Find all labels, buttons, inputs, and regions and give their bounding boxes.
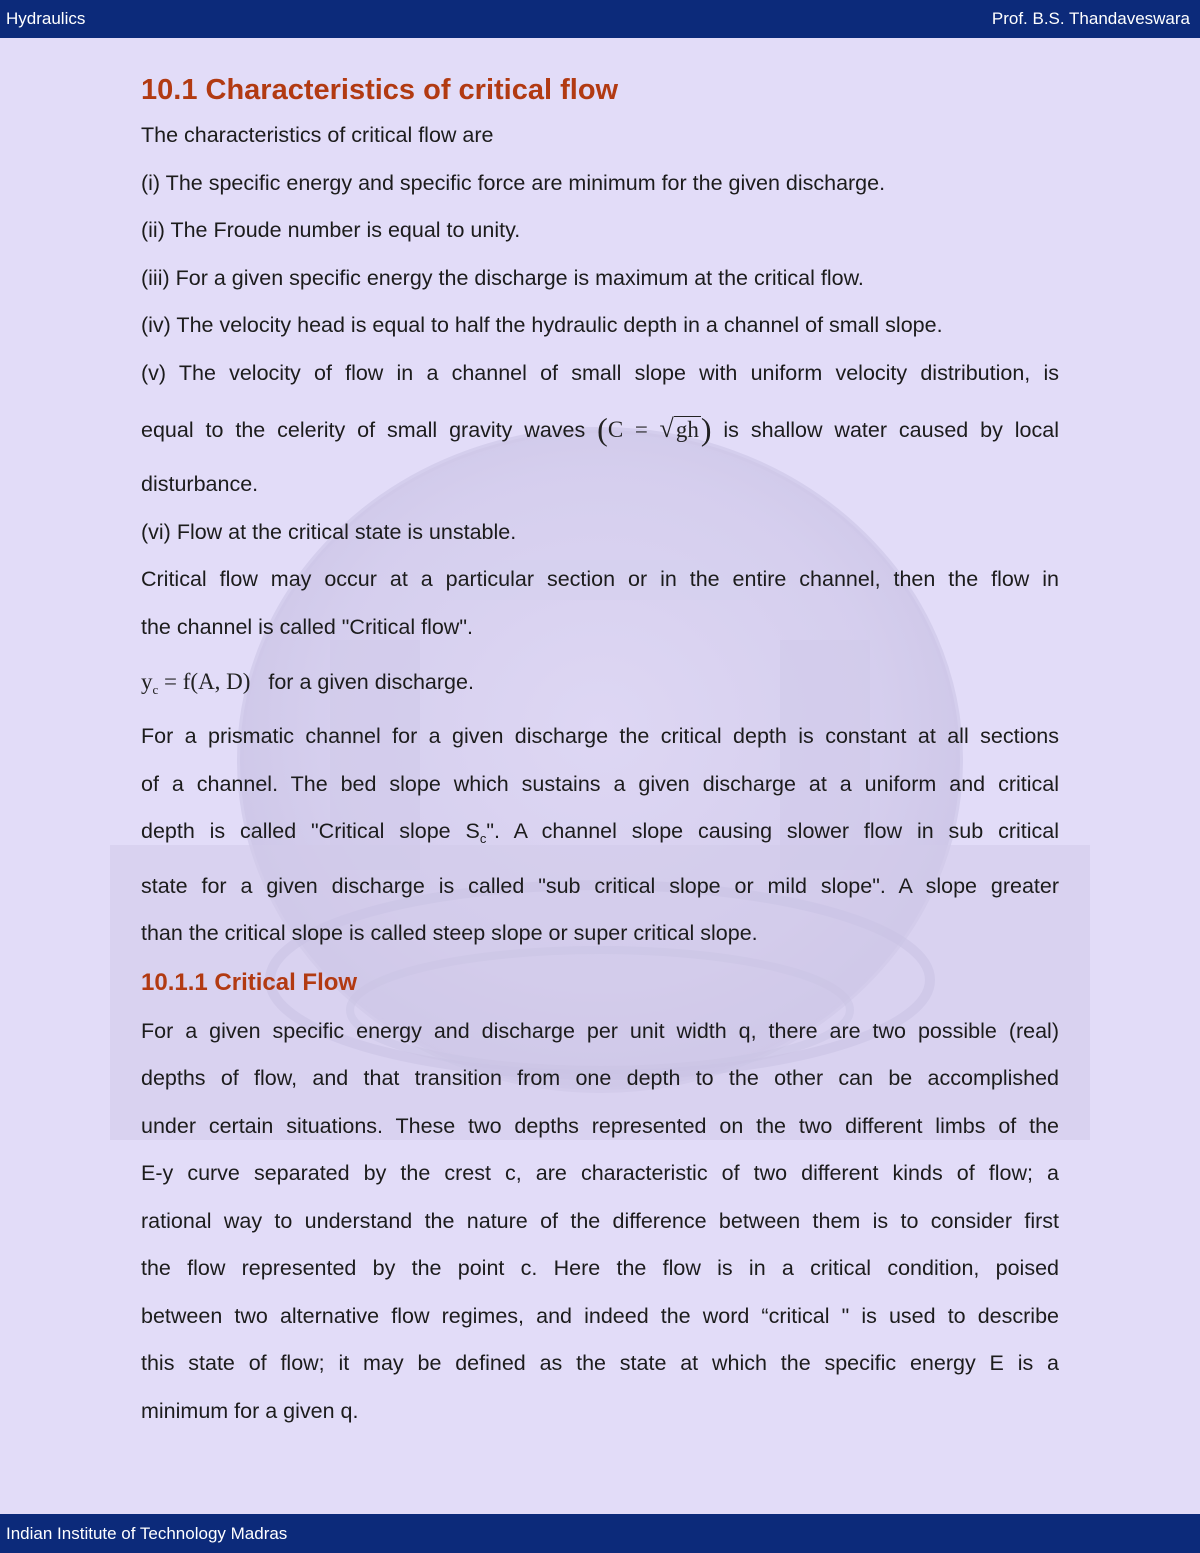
list-item-v-line1: (v) The velocity of flow in a channel of small slope with uniform velocity distribution, is <box>141 360 1059 385</box>
list-item-v-text-a: equal to the celerity of small gravity waves <box>141 418 586 442</box>
formula-y: y <box>141 669 153 694</box>
celerity-formula: (C = √gh) <box>597 417 711 442</box>
subsection-line: For a given specific energy and discharge per unit width q, there are two possible (real) <box>141 1018 1059 1043</box>
para2-line2: of a channel. The bed slope which sustains a given discharge at a uniform and critical <box>141 771 1059 796</box>
para2-line1: For a prismatic channel for a given discharge the critical depth is constant at all sections <box>141 724 1059 748</box>
para2-line3 <box>141 808 1059 863</box>
para1-line2: the channel is called "Critical flow". <box>141 614 473 639</box>
para2-line5: than the critical slope is called steep slope or super critical slope. <box>141 921 758 945</box>
header-course-title: Hydraulics <box>6 9 86 28</box>
header-bar <box>0 0 1200 38</box>
list-item-i: (i) The specific energy and specific force are minimum for the given discharge. <box>141 170 886 195</box>
subsection-heading: 10.1.1 Critical Flow <box>141 968 358 996</box>
list-item-ii: (ii) The Froude number is equal to unity. <box>141 218 521 242</box>
subsection-line: E-y curve separated by the crest c, are characteristic of two different kinds of flow; a <box>141 1161 1059 1185</box>
subsection-line: minimum for a given q. <box>141 1398 359 1423</box>
subsection-line: rational way to understand the nature of the difference between them is to consider first <box>141 1208 1059 1233</box>
subsection-line: between two alternative flow regimes, and indeed the word “critical " is used to describe <box>141 1303 1059 1328</box>
formula-y-sub: c <box>152 682 159 697</box>
list-item-v-line3: disturbance. <box>141 472 259 496</box>
sqrt-symbol: √gh <box>659 414 699 443</box>
intro-text: The characteristics of critical flow are <box>141 123 494 147</box>
formula-rhs: = f(A, D) <box>164 669 251 694</box>
formula-gh: gh <box>675 417 699 442</box>
section-heading: 10.1 Characteristics of critical flow <box>141 74 619 106</box>
para2-line3-sub: c <box>479 831 487 846</box>
para1-line1: Critical flow may occur at a particular section or in the entire channel, then the flow in <box>141 567 1059 591</box>
critical-depth-formula <box>141 651 1059 713</box>
para2-line3-b: ". A channel slope causing slower flow in sub critical <box>486 819 1059 843</box>
list-item-v-line2 <box>141 397 1059 461</box>
header-author: Prof. B.S. Thandaveswara <box>991 9 1190 28</box>
footer-institute: Indian Institute of Technology Madras <box>6 1524 288 1543</box>
formula-equals: = <box>634 417 648 442</box>
list-item-v-text-b: is shallow water caused by local <box>723 418 1059 442</box>
subsection-line: the flow represented by the point c. Here the flow is in a critical condition, poised <box>141 1256 1059 1280</box>
formula-text: for a given discharge. <box>268 670 474 694</box>
list-item-iv: (iv) The velocity head is equal to half the hydraulic depth in a channel of small slope. <box>141 313 943 337</box>
subsection-line: under certain situations. These two depths represented on the two different limbs of the <box>141 1113 1059 1138</box>
list-item-vi: (vi) Flow at the critical state is unstable. <box>141 519 517 544</box>
footer-bar <box>0 1514 1200 1553</box>
formula-c: C <box>607 417 624 442</box>
para2-line3-a: depth is called "Critical slope S <box>141 819 480 843</box>
para2-line4: state for a given discharge is called "sub critical slope or mild slope". A slope greater <box>141 873 1059 898</box>
subsection-line: depths of flow, and that transition from one depth to the other can be accomplished <box>141 1066 1059 1090</box>
subsection-line: this state of flow; it may be defined as the state at which the specific energy E is a <box>141 1351 1059 1375</box>
list-item-iii: (iii) For a given specific energy the discharge is maximum at the critical flow. <box>141 265 864 290</box>
page-content <box>141 68 1059 1435</box>
